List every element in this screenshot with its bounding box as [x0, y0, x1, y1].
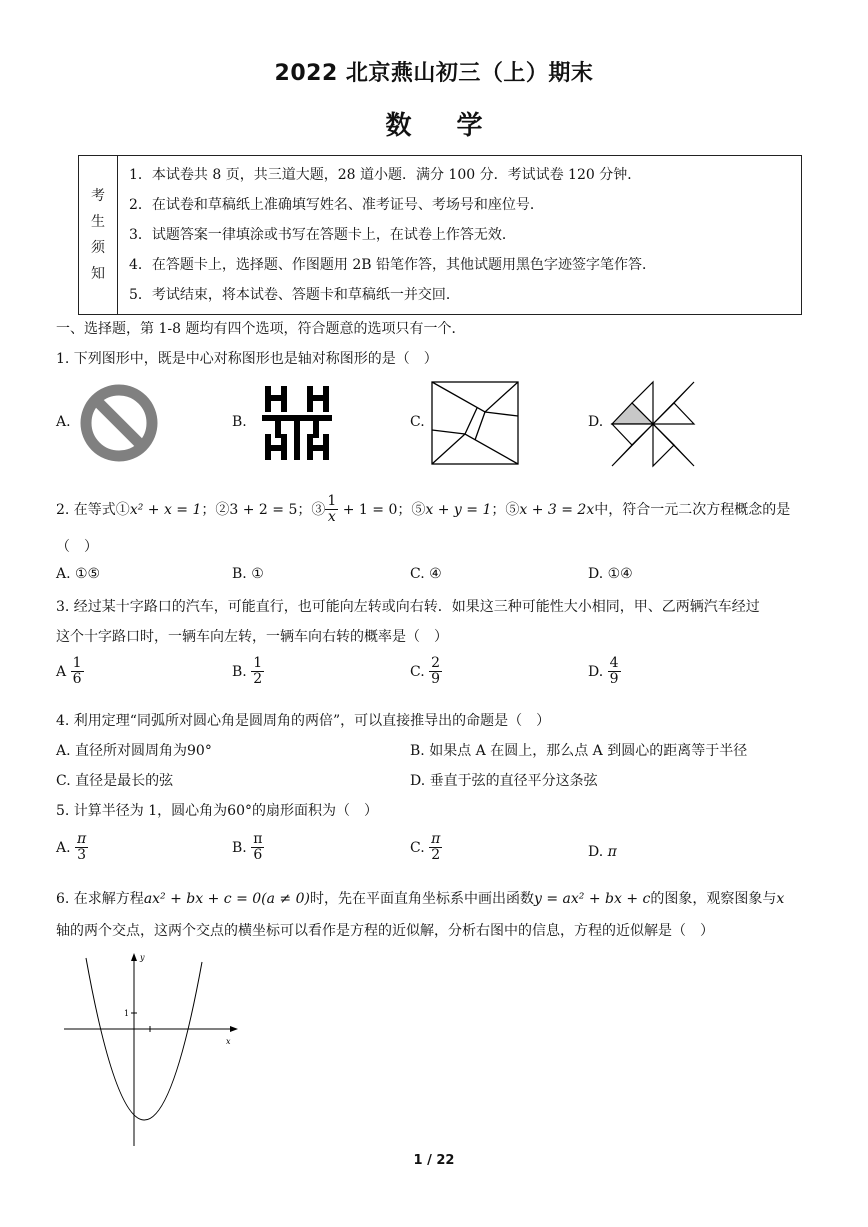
q2-option-b: B. ① — [232, 566, 264, 582]
q6-variable: x — [776, 891, 785, 907]
q1-option-c-label: C. — [410, 414, 425, 430]
fraction-numerator: π — [431, 831, 441, 847]
parabola-curve — [86, 958, 202, 1120]
q2-equation: x + 3 = 2x — [519, 501, 595, 518]
question-3-stem-line1: 3. 经过某十字路口的汽车，可能直行，也可能向左转或向右转．如果这三种可能性大小相同，甲、乙两辆汽车经过 — [56, 599, 760, 615]
option-fraction — [429, 832, 442, 864]
option-fraction — [251, 656, 264, 688]
q4-option-a: A. 直径所对圆周角为90° — [56, 743, 212, 759]
notice-item: 2．在试卷和草稿纸上准确填写姓名、准考证号、考场号和座位号． — [129, 197, 544, 213]
fraction-numerator: 1 — [72, 655, 82, 671]
option-label: A. — [56, 839, 71, 856]
prohibition-sign-icon — [78, 382, 160, 464]
notice-item: 5．考试结束，将本试卷、答题卡和草稿纸一并交回． — [129, 287, 460, 303]
fraction-denominator: 9 — [609, 671, 619, 688]
fraction-denominator: x — [327, 509, 336, 526]
q2-option-a: A. ①⑤ — [56, 566, 101, 582]
notice-header-char: 考 — [91, 188, 105, 204]
q2-option-c: C. ④ — [410, 566, 442, 582]
question-5-stem: 5. 计算半径为 1，圆心角为60°的扇形面积为（ ） — [56, 803, 378, 819]
q2-option-d: D. ①④ — [588, 566, 633, 582]
square-pinwheel-icon — [430, 380, 522, 468]
q5-option-a — [56, 832, 88, 864]
q3-option-a — [56, 656, 84, 688]
q3-option-d — [588, 656, 621, 688]
option-label: D. — [588, 844, 604, 860]
page-number: 1 / 22 — [413, 1153, 455, 1168]
notice-header — [79, 156, 118, 314]
option-fraction — [251, 832, 264, 864]
option-label: B. — [232, 839, 247, 856]
q4-option-b: B. 如果点 A 在圆上，那么点 A 到圆心的距离等于半径 — [410, 743, 748, 759]
q3-option-c — [410, 656, 442, 688]
parabola-graph — [60, 950, 242, 1150]
fraction-numerator: 1 — [253, 655, 263, 671]
fraction-denominator: 3 — [77, 847, 87, 864]
fraction-numerator: π — [77, 831, 87, 847]
q2-equation: x + y = 1 — [425, 501, 492, 518]
section-heading: 一、选择题，第 1-8 题均有四个选项，符合题意的选项只有一个． — [56, 321, 466, 337]
fraction-denominator: 6 — [72, 671, 82, 688]
option-fraction — [429, 656, 442, 688]
q2-text: ；②3 + 2 = 5；③ — [201, 501, 326, 518]
subject-title — [0, 105, 868, 142]
q1-option-a-label: A. — [56, 414, 71, 430]
fraction-numerator: 2 — [431, 655, 441, 671]
notice-header-char: 须 — [91, 240, 105, 256]
notice-header-char: 生 — [91, 214, 105, 230]
q1-option-b-label: B. — [232, 414, 247, 430]
question-3-stem-line2: 这个十字路口时，一辆车向左转，一辆车向右转的概率是（ ） — [56, 629, 448, 645]
q2-text: 中，符合一元二次方程概念的是 — [594, 501, 791, 518]
q4-option-c: C. 直径是最长的弦 — [56, 773, 174, 789]
fraction-denominator: 9 — [431, 671, 441, 688]
q2-fraction — [325, 494, 338, 526]
notice-item: 4．在答题卡上，选择题、作图题用 2B 铅笔作答，其他试题用黑色字迹签字笔作答． — [129, 257, 657, 273]
option-fraction — [75, 832, 88, 864]
q4-option-d: D. 垂直于弦的直径平分这条弦 — [410, 773, 598, 789]
option-label: A — [56, 663, 67, 680]
option-fraction — [71, 656, 84, 688]
notice-item: 3．试题答案一律填涂或书写在答题卡上，在试卷上作答无效． — [129, 227, 516, 243]
x-axis-arrow-icon — [230, 1026, 238, 1032]
q2-text: + 1 = 0 — [338, 501, 398, 518]
notice-item: 1．本试卷共 8 页，共三道大题，28 道小题．满分 100 分．考试试卷 120 分钟． — [129, 167, 642, 183]
page-title: 2022 北京燕山初三（上）期末 — [274, 61, 594, 86]
subject-char: 数 — [385, 111, 412, 141]
q5-option-d — [588, 844, 617, 860]
y-axis-arrow-icon — [131, 953, 137, 961]
pinwheel-icon — [610, 380, 696, 468]
fraction-numerator: π — [253, 831, 263, 847]
question-6-stem-line2: 轴的两个交点，这两个交点的横坐标可以看作是方程的近似解，分析右图中的信息，方程的近似解是（ ） — [56, 923, 714, 939]
maze-pattern-icon — [258, 382, 336, 464]
fraction-numerator: 1 — [327, 493, 337, 509]
q5-option-b — [232, 832, 264, 864]
q6-equation: ax² + bx + c = 0(a ≠ 0) — [143, 891, 310, 907]
q2-answer-paren: （ ） — [56, 539, 98, 555]
q6-function: y = ax² + bx + c — [533, 891, 651, 907]
q6-text: 时，先在平面直角坐标系中画出函数 — [309, 891, 534, 907]
y-axis-label: y — [140, 953, 145, 962]
q5-option-c — [410, 832, 442, 864]
x-axis-label: x — [226, 1037, 231, 1046]
subject-char: 学 — [456, 111, 483, 141]
q6-text: 的图象，观察图象与 — [650, 891, 777, 907]
y-tick-label: 1 — [124, 1009, 130, 1018]
q2-equation: x² + x = 1 — [129, 501, 202, 518]
notice-header-char: 知 — [91, 266, 105, 282]
option-fraction — [608, 656, 621, 688]
question-2-stem — [56, 494, 790, 526]
fraction-denominator: 2 — [431, 847, 441, 864]
question-4-stem: 4. 利用定理“同弧所对圆心角是圆周角的两倍”，可以直接推导出的命题是（ ） — [56, 713, 551, 729]
exam-notice-box — [78, 155, 802, 315]
question-1-stem: 1. 下列图形中，既是中心对称图形也是轴对称图形的是（ ） — [56, 351, 438, 367]
fraction-numerator: 4 — [609, 655, 619, 671]
option-label: D. — [588, 663, 604, 680]
option-value: π — [607, 844, 617, 860]
q2-text: ；⑤ — [397, 501, 426, 518]
question-6-stem-line1 — [56, 888, 784, 908]
option-label: C. — [410, 839, 425, 856]
q1-option-d-label: D. — [588, 414, 604, 430]
q3-option-b — [232, 656, 264, 688]
q6-text: 6. 在求解方程 — [56, 891, 144, 907]
option-label: C. — [410, 663, 425, 680]
fraction-denominator: 6 — [253, 847, 263, 864]
option-label: B. — [232, 663, 247, 680]
fraction-denominator: 2 — [253, 671, 263, 688]
q2-text: ；⑤ — [491, 501, 520, 518]
q2-text: 2. 在等式① — [56, 501, 130, 518]
